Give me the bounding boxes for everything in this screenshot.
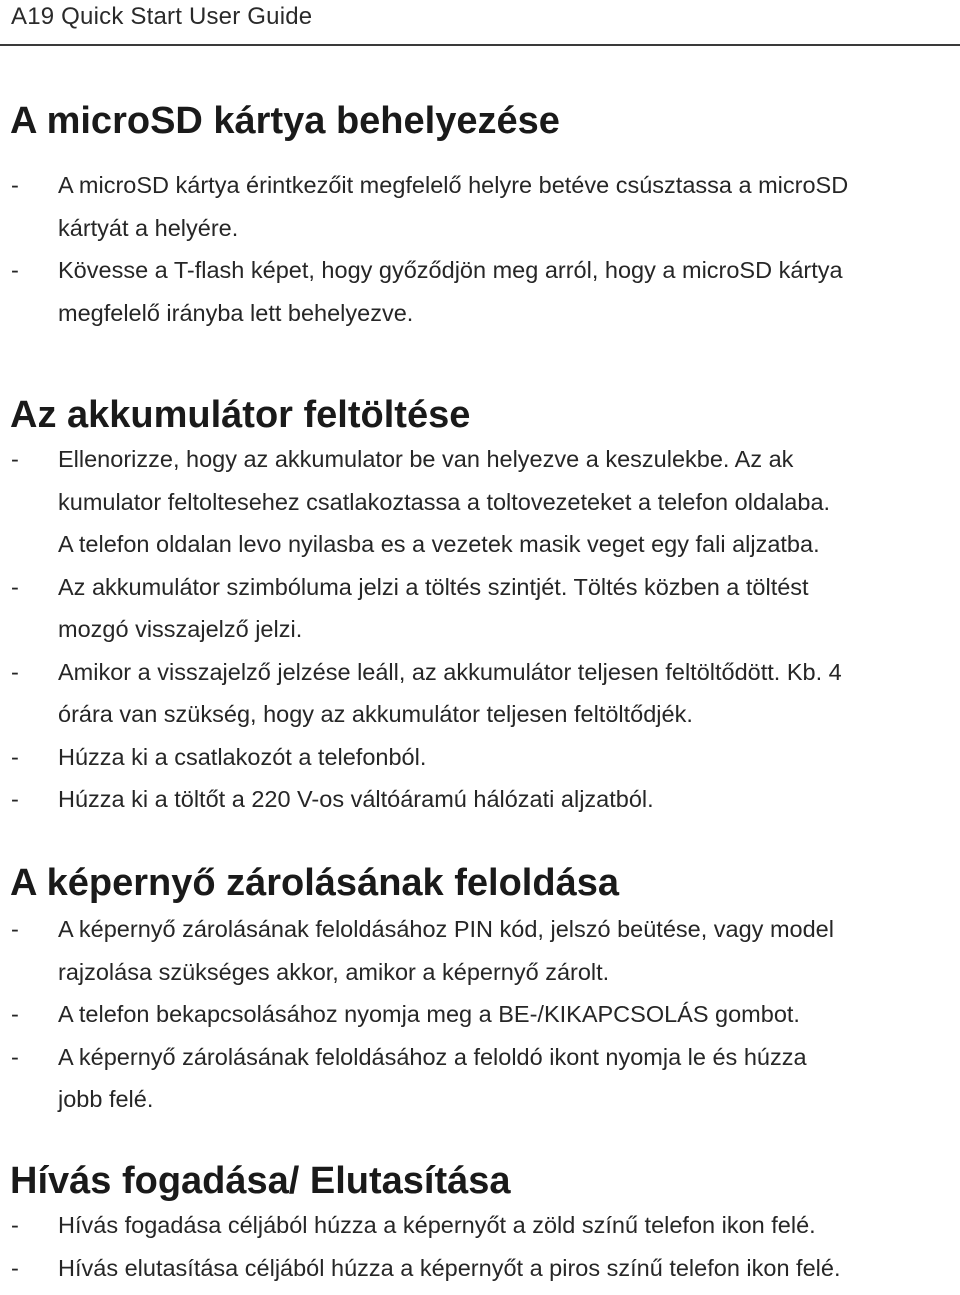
bullet-list xyxy=(0,908,960,1121)
section-heading: A microSD kártya behelyezése xyxy=(10,100,560,142)
bullet-dash: - xyxy=(11,786,19,812)
list-item-text: A microSD kártya érintkezőit megfelelő helyre betéve csúsztassa a microSD xyxy=(58,172,849,198)
bullet-dash: - xyxy=(11,446,19,472)
bullet-dash: - xyxy=(11,743,19,770)
bullet-dash: - xyxy=(11,916,19,942)
list-item-text: Húzza ki a töltőt a 220 V-os váltóáramú hálózati aljzatból. xyxy=(58,786,654,812)
list-item-text: kártyát a helyére. xyxy=(58,214,239,241)
list-item-text: jobb felé. xyxy=(58,1086,154,1112)
list-item-text: mozgó visszajelző jelzi. xyxy=(58,616,303,642)
list-item xyxy=(0,566,960,651)
section-heading: A képernyő zárolásának feloldása xyxy=(10,862,619,904)
bullet-dash: - xyxy=(11,257,19,283)
list-item xyxy=(0,164,960,249)
list-item-text: A telefon oldalan levo nyilasba es a vezetek masik veget egy fali aljzatba. xyxy=(58,531,820,557)
list-item-text: Ellenorizze, hogy az akkumulator be van helyezve a keszulekbe. Az ak xyxy=(58,446,794,472)
section-battery xyxy=(0,392,960,821)
section-heading: Az akkumulátor feltöltése xyxy=(10,394,471,436)
list-item xyxy=(0,736,960,779)
bullet-dash: - xyxy=(11,1043,19,1070)
list-item xyxy=(0,438,960,566)
list-item-text: megfelelő irányba lett behelyezve. xyxy=(58,299,414,326)
list-item-text: Húzza ki a csatlakozót a telefonból. xyxy=(58,743,427,770)
bullet-dash: - xyxy=(11,172,19,198)
list-item-text: Amikor a visszajelző jelzése leáll, az akkumulátor teljesen feltöltődött. Kb. 4 xyxy=(58,658,842,685)
list-item-text: Kövesse a T-flash képet, hogy győződjön meg arról, hogy a microSD kártya xyxy=(58,257,843,283)
list-item-text: rajzolása szükséges akkor, amikor a képernyő zárolt. xyxy=(58,958,610,985)
bullet-list xyxy=(0,438,960,821)
list-item-text: A telefon bekapcsolásához nyomja meg a BE-/KIKAPCSOLÁS gombot. xyxy=(58,1001,800,1027)
list-item-text: órára van szükség, hogy az akkumulátor teljesen feltöltődjék. xyxy=(58,701,693,727)
list-item-text: kumulator feltoltesehez csatlakoztassa a toltovezeteket a telefon oldalaba. xyxy=(58,488,831,515)
bullet-dash: - xyxy=(11,658,19,685)
list-item-text: Hívás fogadása céljából húzza a képernyőt a zöld színű telefon ikon felé. xyxy=(58,1212,816,1238)
bullet-list xyxy=(0,164,960,334)
list-item-text: Hívás elutasítása céljából húzza a képernyőt a piros színű telefon ikon felé. xyxy=(58,1254,841,1281)
list-item xyxy=(0,1204,960,1247)
list-item xyxy=(0,778,960,821)
section-screen-unlock xyxy=(0,860,960,1121)
header-divider xyxy=(0,44,960,46)
section-microsd xyxy=(0,98,960,334)
list-item xyxy=(0,1247,960,1290)
list-item xyxy=(0,1036,960,1121)
bullet-dash: - xyxy=(11,573,19,600)
bullet-list xyxy=(0,1204,960,1289)
list-item-text: A képernyő zárolásának feloldásához a feloldó ikont nyomja le és húzza xyxy=(58,1043,807,1070)
bullet-dash: - xyxy=(11,1001,19,1027)
list-item-text: Az akkumulátor szimbóluma jelzi a töltés szintjét. Töltés közben a töltést xyxy=(58,573,809,600)
list-item xyxy=(0,249,960,334)
section-call-handling xyxy=(0,1158,960,1289)
bullet-dash: - xyxy=(11,1212,19,1238)
bullet-dash: - xyxy=(11,1254,19,1281)
list-item-text: A képernyő zárolásának feloldásához PIN kód, jelszó beütése, vagy model xyxy=(58,916,834,942)
section-heading: Hívás fogadása/ Elutasítása xyxy=(10,1160,511,1202)
list-item xyxy=(0,908,960,993)
list-item xyxy=(0,993,960,1036)
running-header: A19 Quick Start User Guide xyxy=(11,3,313,30)
list-item xyxy=(0,651,960,736)
